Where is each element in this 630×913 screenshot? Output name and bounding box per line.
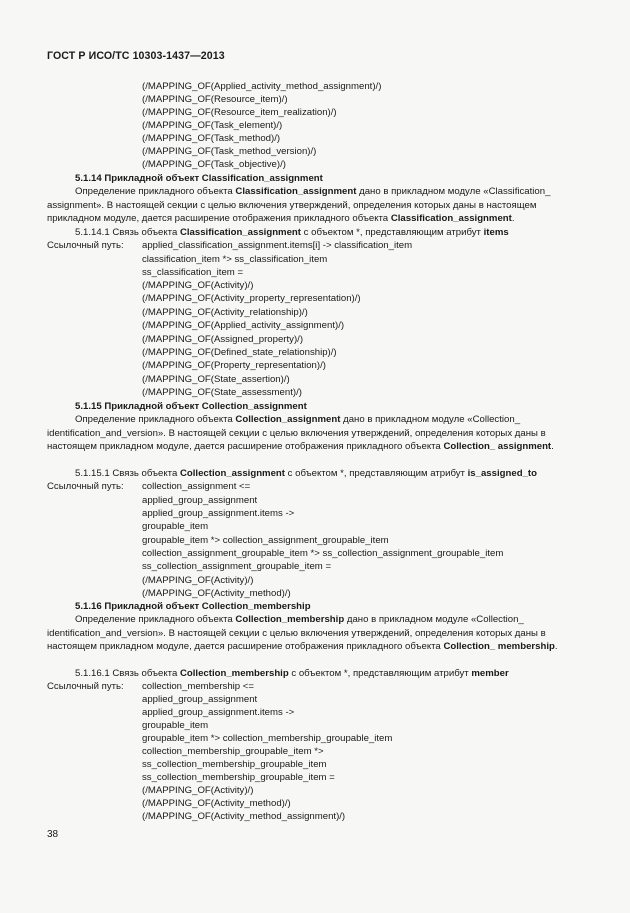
mapping-line: groupable_item *> collection_membership_groupable_item [142, 733, 393, 744]
mapping-line: (/MAPPING_OF(Resource_item_realization)/) [142, 107, 337, 118]
subsection-heading: 5.1.16.1 Связь объекта Collection_membership с объектом *, представляющим атрибут member [75, 668, 509, 679]
mapping-line: ss_collection_membership_groupable_item [142, 759, 327, 770]
mapping-line: (/MAPPING_OF(State_assessment)/) [142, 387, 302, 398]
mapping-line: (/MAPPING_OF(Activity_method_assignment)/) [142, 811, 346, 822]
mapping-line: (/MAPPING_OF(Assigned_property)/) [142, 334, 304, 345]
mapping-line: (/MAPPING_OF(Activity)/) [142, 785, 254, 796]
mapping-line: (/MAPPING_OF(Task_method_version)/) [142, 146, 317, 157]
mapping-line: (/MAPPING_OF(Task_method)/) [142, 133, 281, 144]
mapping-line: (/MAPPING_OF(Property_representation)/) [142, 360, 326, 371]
page-number: 38 [47, 829, 59, 840]
page-header: ГОСТ Р ИСО/ТС 10303-1437—2013 [47, 50, 225, 62]
mapping-line: (/MAPPING_OF(Activity_method)/) [142, 588, 291, 599]
mapping-line: applied_group_assignment.items -> [142, 508, 295, 519]
mapping-line: collection_membership_groupable_item *> [142, 746, 324, 757]
mapping-line: (/MAPPING_OF(Activity_relationship)/) [142, 307, 308, 318]
section-heading: 5.1.15 Прикладной объект Collection_assignment [75, 401, 307, 412]
mapping-line: classification_item *> ss_classification_item [142, 254, 328, 265]
mapping-line: collection_assignment_groupable_item *> ss_collection_assignment_groupable_item [142, 548, 504, 559]
subsection-heading: 5.1.14.1 Связь объекта Classification_assignment с объектом *, представляющим атрибут items [75, 227, 509, 238]
section-paragraph: Определение прикладного объекта Classification_assignment дано в прикладном модуле «Classification_ assignment». В настоящей секции с целью включения утверждений, определения которых даны в настоящем прикладном модуле, дается расширение отображения прикладного объекта Classification_assignment. [47, 186, 551, 224]
mapping-line: groupable_item *> collection_assignment_groupable_item [142, 535, 389, 546]
section-paragraph: Определение прикладного объекта Collection_assignment дано в прикладном модуле «Collection_ identification_and_version». В настоящей секции с целью включения утверждений, определения которых даны в настоящем прикладном модуле, дается расширение отображения прикладного объекта Collection_ assignment. [47, 414, 554, 452]
mapping-line: applied_classification_assignment.items[i] -> classification_item [142, 240, 413, 251]
mapping-line: (/MAPPING_OF(Task_element)/) [142, 120, 283, 131]
mapping-line: collection_membership <= [142, 681, 254, 692]
reference-path-label: Ссылочный путь: [47, 681, 124, 692]
mapping-line: groupable_item [142, 521, 209, 532]
mapping-line: (/MAPPING_OF(Applied_activity_method_assignment)/) [142, 81, 382, 92]
mapping-line: (/MAPPING_OF(Activity)/) [142, 280, 254, 291]
mapping-line: groupable_item [142, 720, 209, 731]
mapping-line: ss_collection_assignment_groupable_item = [142, 561, 332, 572]
mapping-line: (/MAPPING_OF(Applied_activity_assignment)/) [142, 320, 345, 331]
mapping-line: ss_collection_membership_groupable_item = [142, 772, 335, 783]
section-heading: 5.1.16 Прикладной объект Collection_membership [75, 601, 311, 612]
section-heading: 5.1.14 Прикладной объект Classification_assignment [75, 173, 323, 184]
reference-path-label: Ссылочный путь: [47, 481, 124, 492]
mapping-line: collection_assignment <= [142, 481, 251, 492]
mapping-line: (/MAPPING_OF(Activity_method)/) [142, 798, 291, 809]
mapping-line: (/MAPPING_OF(Activity_property_representation)/) [142, 293, 361, 304]
mapping-line: (/MAPPING_OF(Activity)/) [142, 575, 254, 586]
mapping-line: ss_classification_item = [142, 267, 244, 278]
subsection-heading: 5.1.15.1 Связь объекта Collection_assignment с объектом *, представляющим атрибут is_assigned_to [75, 468, 537, 479]
mapping-line: applied_group_assignment [142, 495, 258, 506]
mapping-line: (/MAPPING_OF(Resource_item)/) [142, 94, 288, 105]
reference-path-label: Ссылочный путь: [47, 240, 124, 251]
section-paragraph: Определение прикладного объекта Collection_membership дано в прикладном модуле «Collection_ identification_and_version». В настоящей секции с целью включения утверждений, определения которых даны в настоящем прикладном модуле, дается расширение отображения прикладного объекта Collection_ membership. [47, 614, 558, 652]
mapping-line: (/MAPPING_OF(Task_objective)/) [142, 159, 286, 170]
mapping-line: (/MAPPING_OF(Defined_state_relationship)/) [142, 347, 337, 358]
mapping-line: (/MAPPING_OF(State_assertion)/) [142, 374, 290, 385]
mapping-line: applied_group_assignment.items -> [142, 707, 295, 718]
mapping-line: applied_group_assignment [142, 694, 258, 705]
